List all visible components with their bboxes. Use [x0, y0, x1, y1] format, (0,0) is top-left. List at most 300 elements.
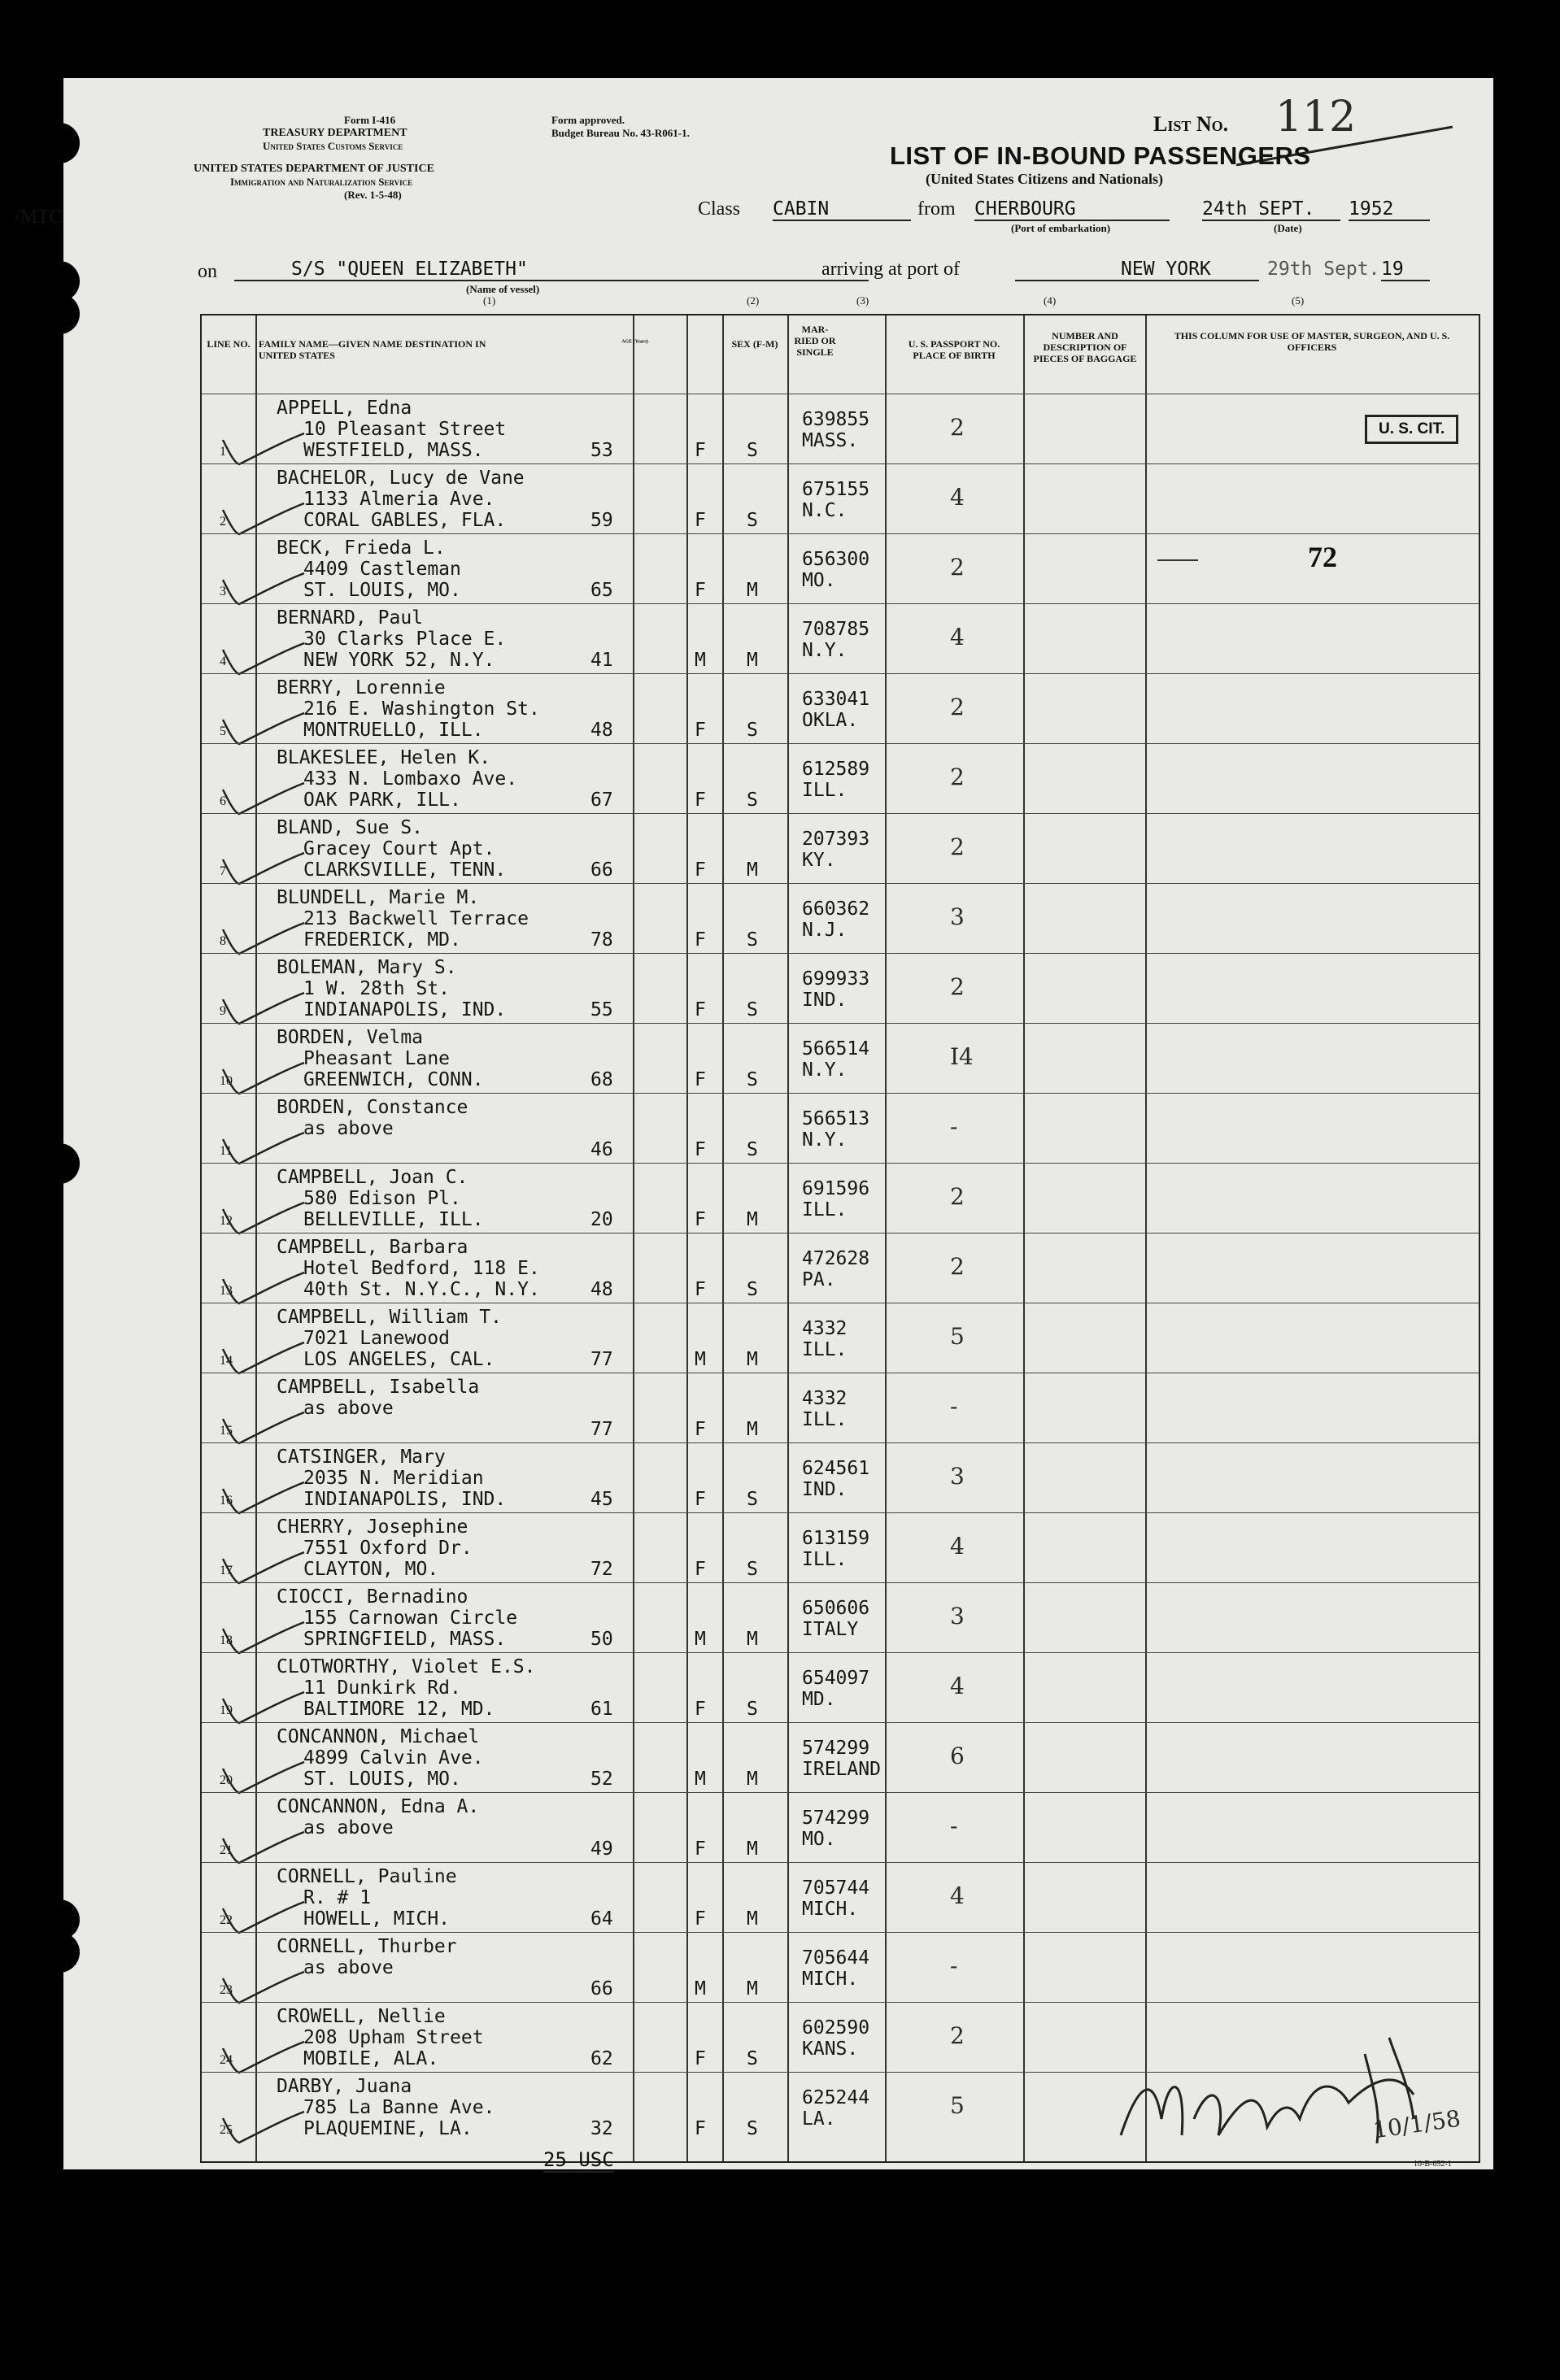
marital-status: M [747, 580, 758, 601]
passenger-age: 72 [590, 1559, 613, 1580]
marital-status: S [747, 510, 758, 531]
passenger-city: NEW YORK 52, N.Y. [303, 650, 495, 671]
passenger-address: Gracey Court Apt. [303, 838, 495, 859]
baggage-count: - [950, 1113, 958, 1140]
us-cit-stamp: U. S. CIT. [1365, 415, 1458, 444]
baggage-count: 5 [950, 1323, 965, 1350]
table-row [202, 813, 1479, 884]
table-row [202, 1233, 1479, 1303]
place-of-birth: PA. [802, 1269, 836, 1290]
passenger-sex: F [695, 1419, 706, 1440]
passport-number: 639855 [802, 409, 870, 430]
col-num-5: (5) [1292, 294, 1305, 307]
line-number: 20 [220, 1773, 233, 1787]
passenger-name: BERNARD, Paul [277, 607, 424, 629]
marital-status: M [747, 1769, 758, 1790]
passenger-address: 433 N. Lombaxo Ave. [303, 768, 518, 790]
passenger-city: WESTFIELD, MASS. [303, 440, 484, 461]
passenger-age: 48 [590, 720, 613, 741]
line-number: 24 [220, 2053, 233, 2067]
passenger-sex: F [695, 1209, 706, 1230]
note-dash [1157, 559, 1198, 561]
col-num-4: (4) [1044, 294, 1057, 307]
passenger-address: 2035 N. Meridian [303, 1468, 484, 1489]
table-row [202, 1862, 1479, 1933]
table-row [202, 1582, 1479, 1653]
treasury-label: TREASURY DEPARTMENT [263, 127, 407, 139]
passenger-city: BALTIMORE 12, MD. [303, 1699, 495, 1720]
passport-number: 613159 [802, 1528, 870, 1549]
passport-number: 472628 [802, 1248, 870, 1269]
passenger-sex: F [695, 720, 706, 741]
year-value: 1952 [1349, 198, 1430, 221]
baggage-count: 4 [950, 1673, 965, 1699]
table-row [202, 1163, 1479, 1234]
passenger-name: APPELL, Edna [277, 398, 412, 419]
line-number: 2 [220, 515, 226, 529]
place-of-birth: N.J. [802, 920, 848, 941]
baggage-count: 2 [950, 694, 965, 720]
place-of-birth: ILL. [802, 1199, 848, 1220]
passenger-name: CORNELL, Thurber [277, 1936, 457, 1957]
passenger-sex: F [695, 929, 706, 951]
marital-status: S [747, 999, 758, 1020]
passenger-sex: F [695, 1908, 706, 1930]
passport-number: 574299 [802, 1808, 870, 1829]
budget-bureau: Budget Bureau No. 43-R061-1. [551, 127, 690, 139]
passenger-city: FREDERICK, MD. [303, 929, 461, 951]
place-of-birth: ITALY [802, 1619, 859, 1640]
baggage-count: - [950, 1952, 958, 1979]
passenger-address: 155 Carnowan Circle [303, 1608, 518, 1629]
passenger-sex: M [695, 1629, 706, 1650]
passenger-city: MOBILE, ALA. [303, 2048, 439, 2069]
passenger-age: 66 [590, 1978, 613, 1999]
marital-status: M [747, 1978, 758, 1999]
line-number: 14 [220, 1354, 233, 1368]
place-of-birth: OKLA. [802, 710, 859, 731]
line-number: 4 [220, 655, 226, 668]
marital-status: S [747, 1279, 758, 1300]
passenger-name: BERRY, Lorennie [277, 677, 446, 698]
passenger-address: 7551 Oxford Dr. [303, 1538, 473, 1559]
passenger-city: PLAQUEMINE, LA. [303, 2118, 473, 2139]
marital-status: S [747, 929, 758, 951]
passenger-address: as above [303, 1817, 394, 1838]
place-of-birth: MASS. [802, 430, 859, 451]
passenger-sex: M [695, 1978, 706, 1999]
passenger-sex: M [695, 1769, 706, 1790]
place-of-birth: MO. [802, 1829, 836, 1850]
passport-number: 654097 [802, 1668, 870, 1689]
passenger-age: 62 [590, 2048, 613, 2069]
passport-number: 656300 [802, 549, 870, 570]
table-row [202, 1932, 1479, 2003]
baggage-count: 4 [950, 624, 965, 650]
line-number: 9 [220, 1004, 226, 1018]
baggage-count: 2 [950, 833, 965, 860]
place-of-birth: N.C. [802, 500, 848, 521]
passenger-name: CIOCCI, Bernadino [277, 1586, 468, 1608]
passenger-sex: F [695, 790, 706, 811]
passport-number: 566514 [802, 1038, 870, 1059]
passenger-age: 53 [590, 440, 613, 461]
baggage-count: 3 [950, 1463, 965, 1490]
passenger-sex: F [695, 2118, 706, 2139]
line-number: 7 [220, 864, 226, 878]
marital-status: M [747, 1349, 758, 1370]
place-of-birth: ILL. [802, 1549, 848, 1570]
line-number: 17 [220, 1564, 233, 1577]
passenger-sex: F [695, 580, 706, 601]
table-row [202, 1303, 1479, 1373]
passenger-name: BORDEN, Constance [277, 1097, 468, 1118]
table-row [202, 953, 1479, 1024]
table-row [202, 1093, 1479, 1164]
manifest-page [15, 78, 1493, 2171]
place-of-birth: LA. [802, 2108, 836, 2130]
passenger-sex: M [695, 1349, 706, 1370]
passenger-name: BECK, Frieda L. [277, 537, 446, 559]
passenger-age: 68 [590, 1069, 613, 1090]
baggage-count: 2 [950, 1253, 965, 1280]
line-number: 5 [220, 724, 226, 738]
passport-number: 699933 [802, 968, 870, 990]
passenger-name: CAMPBELL, Barbara [277, 1237, 468, 1258]
passenger-name: CONCANNON, Michael [277, 1726, 480, 1747]
place-of-birth: MD. [802, 1689, 836, 1710]
line-number: 11 [220, 1144, 233, 1158]
col-passport: U. S. PASSPORT NO. PLACE OF BIRTH [908, 338, 1000, 361]
passenger-table [200, 314, 1480, 2163]
passport-number: 602590 [802, 2017, 870, 2038]
passenger-sex: F [695, 510, 706, 531]
passenger-name: CLOTWORTHY, Violet E.S. [277, 1656, 536, 1677]
line-number: 21 [220, 1843, 233, 1857]
place-of-birth: IRELAND [802, 1759, 881, 1780]
passenger-city: ST. LOUIS, MO. [303, 580, 461, 601]
arrival-date: 29th Sept. [1267, 259, 1380, 280]
passenger-name: BOLEMAN, Mary S. [277, 957, 457, 978]
passenger-sex: F [695, 859, 706, 881]
officer-signature [1105, 2021, 1446, 2168]
vessel-caption: (Name of vessel) [466, 283, 540, 295]
passenger-name: CONCANNON, Edna A. [277, 1796, 480, 1817]
line-number: 10 [220, 1074, 233, 1088]
list-no-label: List No. [1153, 112, 1229, 136]
list-no-value: 112 [1275, 93, 1357, 141]
page-title: LIST OF IN-BOUND PASSENGERS [890, 141, 1311, 170]
baggage-count: 2 [950, 2022, 965, 2049]
table-row [202, 1023, 1479, 1094]
col-num-3: (3) [856, 294, 869, 307]
marital-status: S [747, 790, 758, 811]
line-number: 16 [220, 1494, 233, 1508]
passenger-sex: F [695, 1838, 706, 1860]
passenger-address: Hotel Bedford, 118 E. [303, 1258, 540, 1279]
binder-hole [39, 123, 80, 163]
line-number: 23 [220, 1983, 233, 1997]
passenger-age: 64 [590, 1908, 613, 1930]
passenger-sex: F [695, 999, 706, 1020]
passenger-address: 785 La Banne Ave. [303, 2097, 495, 2118]
passenger-city: CORAL GABLES, FLA. [303, 510, 507, 531]
passenger-name: CAMPBELL, Joan C. [277, 1167, 468, 1188]
passport-number: 705644 [802, 1947, 870, 1969]
passenger-sex: F [695, 1139, 706, 1160]
col-num-2: (2) [747, 294, 760, 307]
passport-number: 625244 [802, 2087, 870, 2108]
passenger-address: 7021 Lanewood [303, 1328, 451, 1349]
passenger-name: BLAND, Sue S. [277, 817, 424, 838]
col-line: LINE NO. [207, 338, 251, 350]
place-of-birth: KY. [802, 850, 836, 871]
passport-number: 660362 [802, 898, 870, 920]
customs-label: United States Customs Service [263, 140, 403, 152]
passenger-address: 11 Dunkirk Rd. [303, 1677, 461, 1699]
table-row [202, 394, 1479, 464]
baggage-count: 4 [950, 1882, 965, 1909]
passport-number: 574299 [802, 1738, 870, 1759]
passenger-name: CHERRY, Josephine [277, 1516, 468, 1538]
table-row [202, 1792, 1479, 1863]
baggage-count: - [950, 1393, 958, 1420]
table-row [202, 1373, 1479, 1443]
place-of-birth: IND. [802, 990, 848, 1011]
table-row [202, 533, 1479, 604]
from-caption: (Port of embarkation) [1011, 222, 1111, 234]
passenger-name: DARBY, Juana [277, 2076, 412, 2097]
line-number: 18 [220, 1634, 233, 1647]
marital-status: S [747, 2048, 758, 2069]
passenger-address: 1133 Almeria Ave. [303, 489, 495, 510]
passenger-address: as above [303, 1398, 394, 1419]
from-label: from [917, 198, 956, 220]
line-number: 3 [220, 585, 226, 598]
passenger-city: BELLEVILLE, ILL. [303, 1209, 484, 1230]
line-number: 6 [220, 794, 226, 808]
line-number: 19 [220, 1703, 233, 1717]
marital-status: M [747, 859, 758, 881]
passenger-sex: F [695, 1559, 706, 1580]
col-officers: THIS COLUMN FOR USE OF MASTER, SURGEON, AND U. S. OFFICERS [1174, 330, 1450, 353]
passport-number: 612589 [802, 759, 870, 780]
passenger-address: 30 Clarks Place E. [303, 629, 507, 650]
col-age: AGE (Years) [621, 338, 648, 344]
passport-number: 675155 [802, 479, 870, 500]
table-row [202, 463, 1479, 534]
passport-number: 207393 [802, 829, 870, 850]
passport-number: 566513 [802, 1108, 870, 1129]
line-number: 25 [220, 2123, 233, 2137]
rev-label: (Rev. 1-5-48) [344, 189, 402, 201]
marital-status: S [747, 440, 758, 461]
passenger-address: as above [303, 1957, 394, 1978]
baggage-count: 2 [950, 414, 965, 441]
passenger-name: BLUNDELL, Marie M. [277, 887, 480, 908]
place-of-birth: ILL. [802, 1409, 848, 1430]
baggage-count: 5 [950, 2092, 965, 2119]
baggage-count: - [950, 1812, 958, 1839]
marital-status: M [747, 1838, 758, 1860]
passenger-city: 40th St. N.Y.C., N.Y. [303, 1279, 540, 1300]
passenger-sex: F [695, 2048, 706, 2069]
place-of-birth: MICH. [802, 1899, 859, 1920]
place-of-birth: N.Y. [802, 640, 848, 661]
passenger-sex: F [695, 440, 706, 461]
note-72: 72 [1308, 541, 1337, 573]
baggage-count: 3 [950, 1603, 965, 1629]
passenger-name: BORDEN, Velma [277, 1027, 424, 1048]
passenger-sex: F [695, 1279, 706, 1300]
passport-number: 4332 [802, 1388, 848, 1409]
baggage-count: 2 [950, 554, 965, 581]
line-number: 13 [220, 1284, 233, 1298]
baggage-count: 4 [950, 1533, 965, 1560]
passenger-city: GREENWICH, CONN. [303, 1069, 484, 1090]
page-subtitle: (United States Citizens and Nationals) [926, 171, 1164, 187]
marital-status: M [747, 1629, 758, 1650]
baggage-count: 2 [950, 764, 965, 790]
table-row [202, 1442, 1479, 1513]
class-value: CABIN [773, 198, 911, 221]
passenger-age: 78 [590, 929, 613, 951]
line-number: 12 [220, 1214, 233, 1228]
form-number: Form I-416 [344, 114, 396, 126]
passport-number: 650606 [802, 1598, 870, 1619]
passenger-city: CLAYTON, MO. [303, 1559, 439, 1580]
footer-usc: 25 USC [543, 2148, 614, 2171]
line-number: 8 [220, 934, 226, 948]
passport-number: 624561 [802, 1458, 870, 1479]
table-row [202, 673, 1479, 744]
passenger-city: HOWELL, MICH. [303, 1908, 451, 1930]
passenger-age: 55 [590, 999, 613, 1020]
passenger-age: 77 [590, 1349, 613, 1370]
check-mark-icon [218, 2100, 307, 2149]
marital-status: M [747, 650, 758, 671]
passenger-age: 65 [590, 580, 613, 601]
baggage-count: 2 [950, 1183, 965, 1210]
marital-status: S [747, 1139, 758, 1160]
col-name: FAMILY NAME—GIVEN NAME DESTINATION IN UNITED STATES [259, 338, 486, 361]
passenger-city: INDIANAPOLIS, IND. [303, 999, 507, 1020]
passenger-name: CORNELL, Pauline [277, 1866, 457, 1887]
margin-note: /MTC [15, 207, 63, 228]
passenger-address: 213 Backwell Terrace [303, 908, 529, 929]
place-of-birth: MICH. [802, 1969, 859, 1990]
passenger-age: 52 [590, 1769, 613, 1790]
passenger-age: 48 [590, 1279, 613, 1300]
binder-hole [39, 294, 80, 334]
passenger-name: CAMPBELL, William T. [277, 1307, 502, 1328]
marital-status: S [747, 1699, 758, 1720]
port-value: NEW YORK [1015, 259, 1259, 281]
baggage-count: 3 [950, 903, 965, 930]
passenger-name: CAMPBELL, Isabella [277, 1377, 480, 1398]
passenger-age: 41 [590, 650, 613, 671]
passenger-address: 208 Upham Street [303, 2027, 484, 2048]
passenger-sex: F [695, 1699, 706, 1720]
col-sex: SEX (F-M) [731, 338, 778, 350]
passenger-age: 59 [590, 510, 613, 531]
passenger-city: ST. LOUIS, MO. [303, 1769, 461, 1790]
table-row [202, 1652, 1479, 1723]
passport-number: 708785 [802, 619, 870, 640]
table-row [202, 1512, 1479, 1583]
passenger-age: 67 [590, 790, 613, 811]
marital-status: M [747, 1419, 758, 1440]
passport-number: 4332 [802, 1318, 848, 1339]
place-of-birth: KANS. [802, 2038, 859, 2060]
passenger-sex: M [695, 650, 706, 671]
form-approved: Form approved. [551, 114, 625, 126]
marital-status: M [747, 1908, 758, 1930]
marital-status: S [747, 1489, 758, 1510]
footer-code: 10-B-652-1 [1414, 2160, 1452, 2169]
justice-label: UNITED STATES DEPARTMENT OF JUSTICE [194, 163, 434, 175]
baggage-count: I4 [950, 1043, 974, 1070]
passenger-age: 77 [590, 1419, 613, 1440]
passenger-name: BLAKESLEE, Helen K. [277, 747, 491, 768]
passenger-address: 4409 Castleman [303, 559, 461, 580]
baggage-count: 2 [950, 973, 965, 1000]
passport-number: 691596 [802, 1178, 870, 1199]
passenger-address: 10 Pleasant Street [303, 419, 507, 440]
arriving-label: arriving at port of [821, 259, 960, 280]
passenger-address: 4899 Calvin Ave. [303, 1747, 484, 1769]
passenger-age: 46 [590, 1139, 613, 1160]
line-number: 15 [220, 1424, 233, 1438]
table-row [202, 603, 1479, 674]
marital-status: M [747, 1209, 758, 1230]
passport-number: 705744 [802, 1877, 870, 1899]
place-of-birth: N.Y. [802, 1059, 848, 1081]
vessel-value: S/S "QUEEN ELIZABETH" [234, 259, 869, 281]
passenger-address: 580 Edison Pl. [303, 1188, 461, 1209]
on-label: on [198, 261, 217, 282]
passenger-age: 45 [590, 1489, 613, 1510]
date-caption: (Date) [1274, 222, 1302, 234]
passenger-age: 20 [590, 1209, 613, 1230]
passport-number: 633041 [802, 689, 870, 710]
passenger-address: 1 W. 28th St. [303, 978, 451, 999]
passenger-sex: F [695, 1069, 706, 1090]
passenger-city: INDIANAPOLIS, IND. [303, 1489, 507, 1510]
passenger-address: R. # 1 [303, 1887, 372, 1908]
col-num-1: (1) [483, 294, 496, 307]
line-number: 22 [220, 1913, 233, 1927]
class-label: Class [698, 198, 741, 220]
passenger-name: CROWELL, Nellie [277, 2006, 446, 2027]
passenger-city: CLARKSVILLE, TENN. [303, 859, 507, 881]
passenger-age: 32 [590, 2118, 613, 2139]
passenger-age: 61 [590, 1699, 613, 1720]
passenger-age: 49 [590, 1838, 613, 1860]
binder-hole [39, 1143, 80, 1184]
from-value: CHERBOURG [974, 198, 1170, 221]
signature-note: 10/1/58 [1371, 2104, 1462, 2144]
line-number: 1 [220, 445, 226, 459]
arrival-year: 19 [1381, 259, 1430, 281]
passenger-address: Pheasant Lane [303, 1048, 451, 1069]
place-of-birth: MO. [802, 570, 836, 591]
passenger-city: MONTRUELLO, ILL. [303, 720, 484, 741]
marital-status: S [747, 720, 758, 741]
marital-status: S [747, 1559, 758, 1580]
place-of-birth: IND. [802, 1479, 848, 1500]
table-row [202, 883, 1479, 954]
